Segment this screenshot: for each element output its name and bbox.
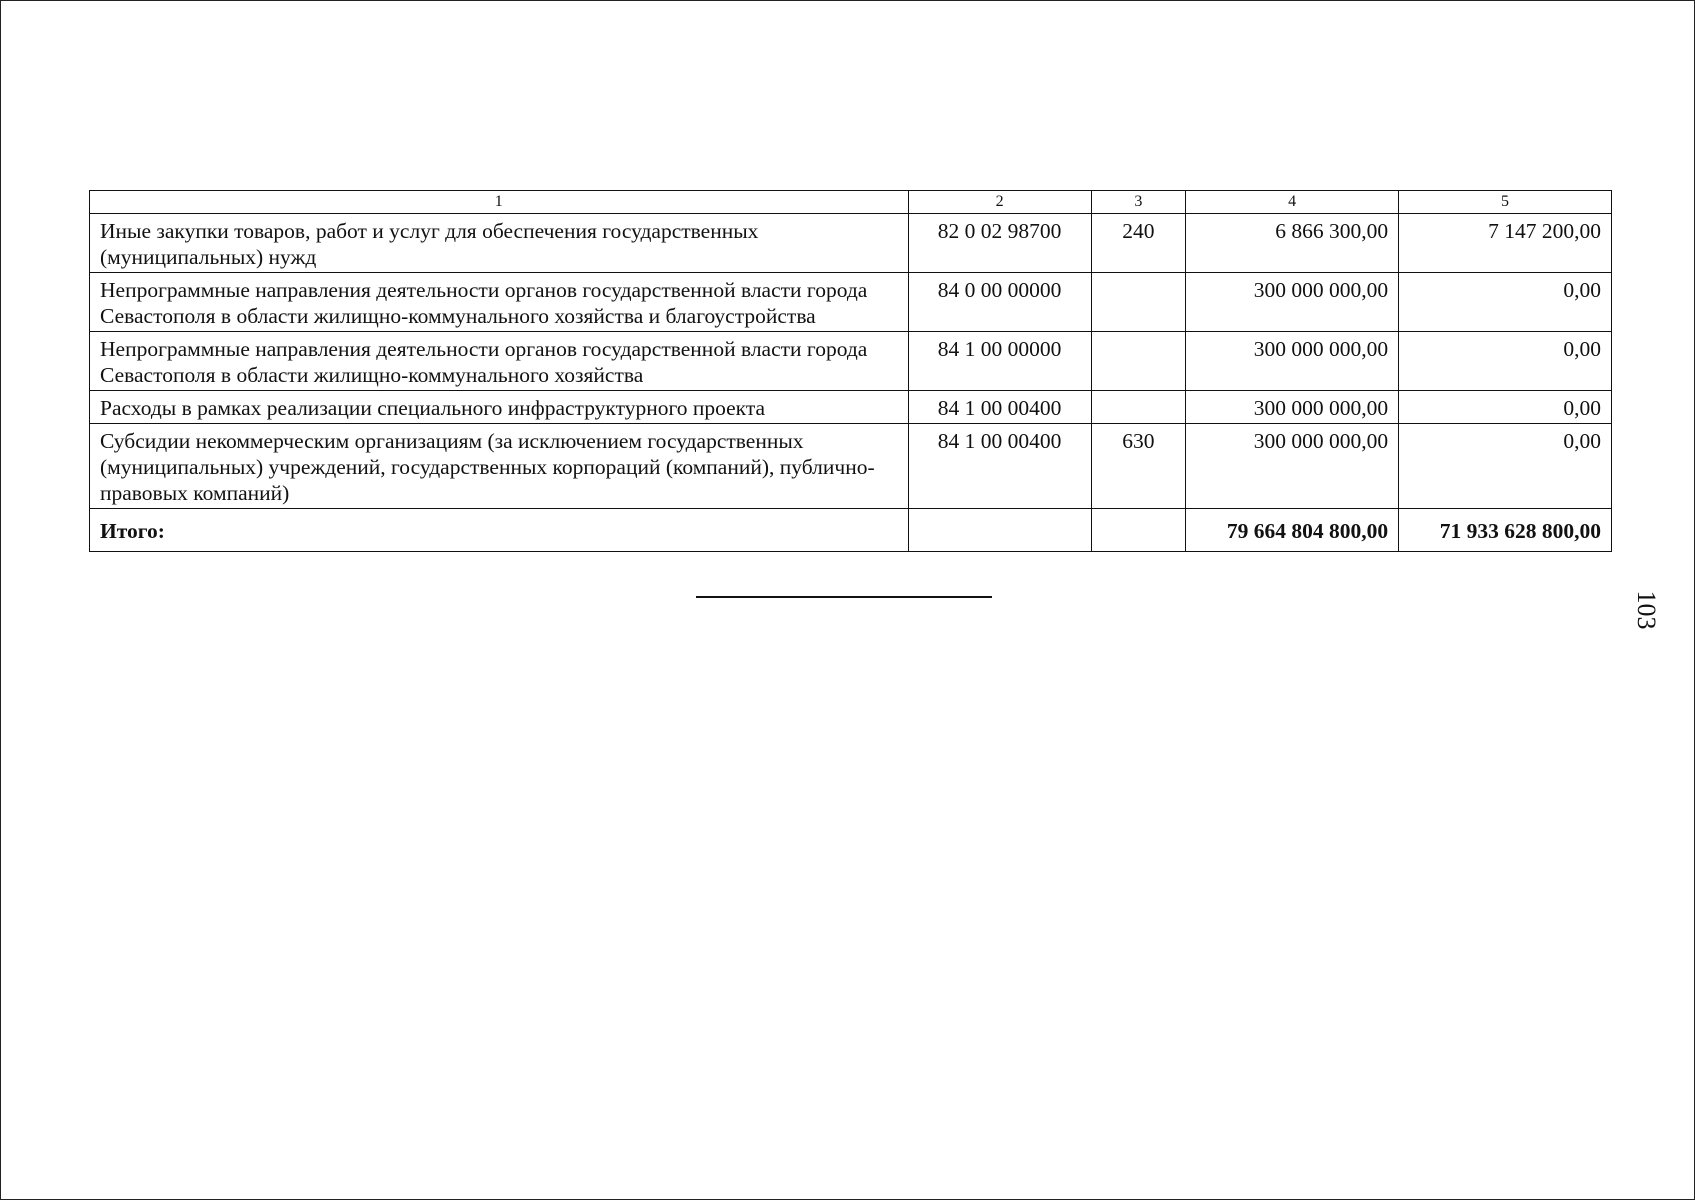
row-code: 84 1 00 00400 [908,424,1091,509]
row-code: 84 0 00 00000 [908,273,1091,332]
row-sum-col4: 300 000 000,00 [1186,424,1399,509]
row-sum-col4: 300 000 000,00 [1186,332,1399,391]
table-row [90,214,1612,273]
total-label: Итого: [90,509,909,552]
total-code [908,509,1091,552]
table-row [90,332,1612,391]
column-number-4: 4 [1186,191,1399,214]
table-header-row [90,191,1612,214]
column-number-1: 1 [90,191,909,214]
row-sum-col5: 0,00 [1399,332,1612,391]
end-of-table-separator [696,596,992,598]
total-sum-col5: 71 933 628 800,00 [1399,509,1612,552]
page-number: 103 [1632,590,1661,630]
row-name: Иные закупки товаров, работ и услуг для обеспечения государственных (муниципальных) нужд [90,214,909,273]
row-code: 84 1 00 00400 [908,391,1091,424]
total-expense-type [1091,509,1186,552]
column-number-2: 2 [908,191,1091,214]
row-sum-col5: 7 147 200,00 [1399,214,1612,273]
column-number-5: 5 [1399,191,1612,214]
row-name: Расходы в рамках реализации специального инфраструктурного проекта [90,391,909,424]
row-expense-type: 240 [1091,214,1186,273]
row-name: Субсидии некоммерческим организациям (за исключением государственных (муниципальных) учреждений, государственных корпораций (компаний), публично-правовых компаний) [90,424,909,509]
row-expense-type [1091,391,1186,424]
row-sum-col5: 0,00 [1399,424,1612,509]
table-row [90,424,1612,509]
row-expense-type: 630 [1091,424,1186,509]
row-sum-col4: 300 000 000,00 [1186,273,1399,332]
budget-table [89,190,1612,552]
row-sum-col5: 0,00 [1399,391,1612,424]
total-sum-col4: 79 664 804 800,00 [1186,509,1399,552]
table-total-row [90,509,1612,552]
row-expense-type [1091,273,1186,332]
row-sum-col4: 6 866 300,00 [1186,214,1399,273]
row-code: 84 1 00 00000 [908,332,1091,391]
row-name: Непрограммные направления деятельности органов государственной власти города Севастополя в области жилищно-коммунального хозяйства и благоустройства [90,273,909,332]
table-row [90,273,1612,332]
column-number-3: 3 [1091,191,1186,214]
row-sum-col4: 300 000 000,00 [1186,391,1399,424]
table-row [90,391,1612,424]
row-expense-type [1091,332,1186,391]
row-name: Непрограммные направления деятельности органов государственной власти города Севастополя в области жилищно-коммунального хозяйства [90,332,909,391]
row-sum-col5: 0,00 [1399,273,1612,332]
row-code: 82 0 02 98700 [908,214,1091,273]
